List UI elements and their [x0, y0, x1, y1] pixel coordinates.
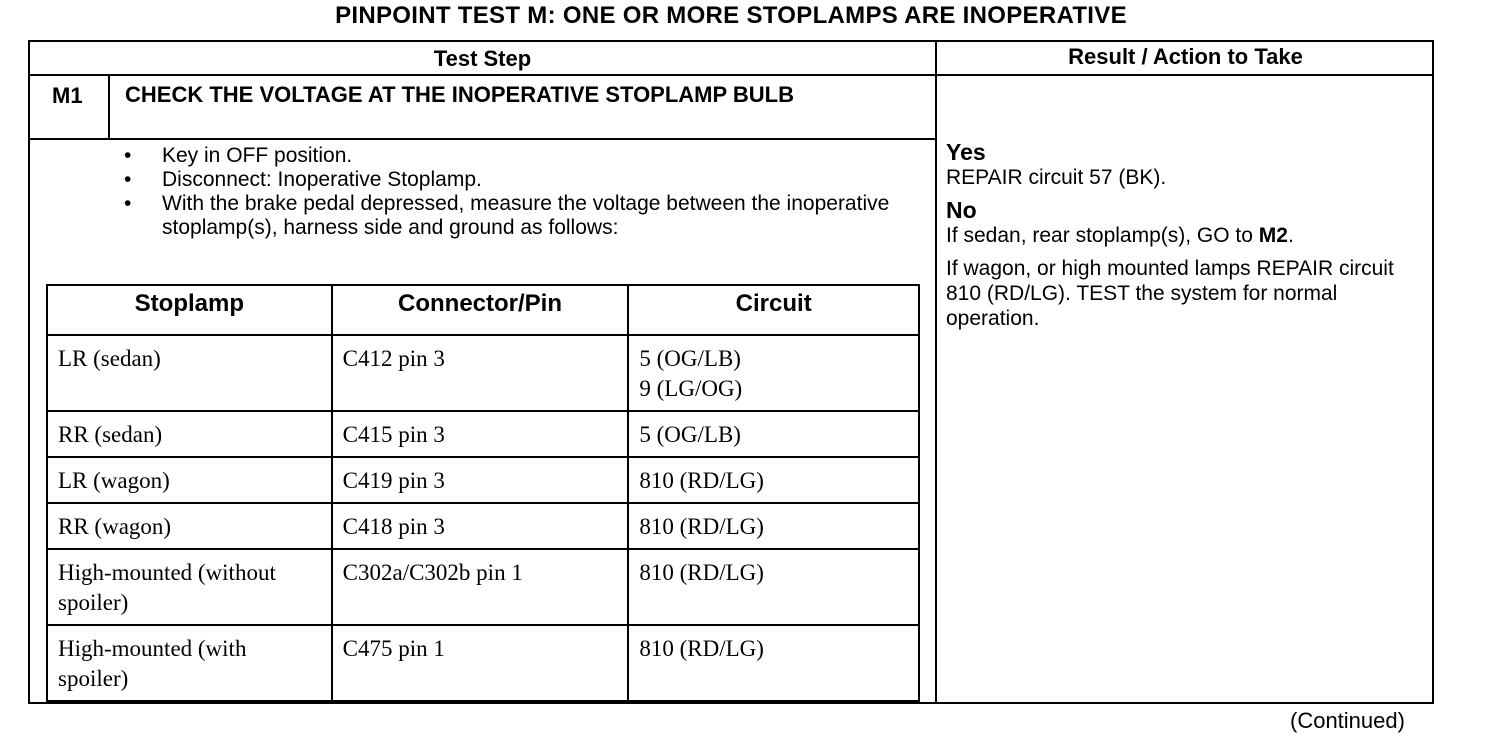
page-title: PINPOINT TEST M: ONE OR MORE STOPLAMPS ARE INOPERATIVE	[335, 2, 1127, 29]
circuit-value: 810 (RD/LG)	[639, 560, 764, 585]
yes-label: Yes	[946, 139, 986, 165]
instruction-list	[120, 144, 910, 240]
circuit-cell	[628, 411, 919, 457]
table-row	[47, 411, 919, 457]
circuit-value: 5 (OG/LB)	[639, 422, 741, 447]
table-row	[47, 335, 919, 411]
connector-cell: C412 pin 3	[332, 335, 629, 411]
circuit-cell	[628, 503, 919, 549]
continued-note: (Continued)	[1290, 708, 1405, 733]
circuit-value: 810 (RD/LG)	[639, 468, 764, 493]
stoplamp-cell: LR (sedan)	[47, 335, 332, 411]
stoplamp-cell: RR (wagon)	[47, 503, 332, 549]
circuit-cell	[628, 335, 919, 411]
yes-action: REPAIR circuit 57 (BK).	[946, 166, 1167, 189]
table-row	[47, 457, 919, 503]
column-divider	[935, 42, 937, 702]
table-header-row	[47, 285, 919, 335]
column-header-circuit: Circuit	[628, 285, 919, 335]
step-divider	[30, 138, 935, 140]
instruction-item: • Key in OFF position.	[120, 144, 910, 168]
column-header-stoplamp: Stoplamp	[47, 285, 332, 335]
circuit-cell	[628, 549, 919, 625]
circuit-cell	[628, 625, 919, 701]
connector-cell: C302a/C302b pin 1	[332, 549, 629, 625]
stoplamp-cell: LR (wagon)	[47, 457, 332, 503]
stoplamp-cell: High-mounted (with spoiler)	[47, 625, 332, 701]
no-action-wagon: If wagon, or high mounted lamps REPAIR circuit 810 (RD/LG). TEST the system for normal operation.	[946, 257, 1394, 330]
connector-cell: C418 pin 3	[332, 503, 629, 549]
stoplamp-table	[46, 284, 920, 702]
circuit-cell	[628, 457, 919, 503]
pinpoint-test-table	[28, 40, 1434, 704]
test-step-header: Test Step	[433, 46, 532, 71]
circuit-value: 9 (LG/OG)	[639, 376, 743, 401]
circuit-value: 810 (RD/LG)	[639, 514, 764, 539]
circuit-value: 5 (OG/LB)	[639, 346, 741, 371]
connector-cell: C419 pin 3	[332, 457, 629, 503]
stoplamp-cell: RR (sedan)	[47, 411, 332, 457]
instruction-item: • Disconnect: Inoperative Stoplamp.	[120, 168, 910, 192]
result-panel	[946, 140, 1430, 339]
header-divider	[30, 74, 1432, 76]
connector-cell: C415 pin 3	[332, 411, 629, 457]
no-action-sedan	[946, 223, 1430, 248]
result-action-header: Result / Action to Take	[1068, 44, 1303, 69]
table-row	[47, 503, 919, 549]
table-row	[47, 625, 919, 701]
no-label: No	[946, 197, 977, 223]
table-row	[47, 549, 919, 625]
column-header-connector: Connector/Pin	[332, 285, 629, 335]
no-action-sedan-text: If sedan, rear stoplamp(s), GO to	[946, 224, 1253, 247]
no-action-sedan-suffix: .	[1287, 224, 1294, 247]
stoplamp-cell: High-mounted (without spoiler)	[47, 549, 332, 625]
connector-cell: C475 pin 1	[332, 625, 629, 701]
step-reference-link: M2	[1258, 224, 1288, 247]
step-id: M1	[30, 76, 110, 138]
instruction-item: • With the brake pedal depressed, measure the voltage between the inoperative stoplamp(s), harness side and ground as follows:	[120, 192, 910, 240]
circuit-value: 810 (RD/LG)	[639, 636, 764, 661]
step-title: CHECK THE VOLTAGE AT THE INOPERATIVE STOPLAMP BULB	[125, 82, 794, 107]
